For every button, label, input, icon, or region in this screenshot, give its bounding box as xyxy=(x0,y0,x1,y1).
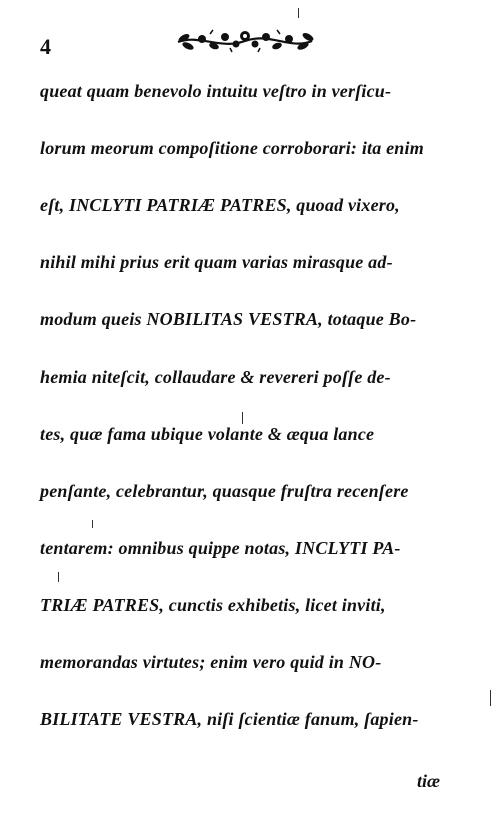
text-line: penſante, celebrantur, quasque fruſtra recenſere xyxy=(40,481,409,501)
page-number: 4 xyxy=(40,34,51,59)
print-speck xyxy=(242,412,243,424)
print-speck xyxy=(298,8,299,18)
text-line: modum queis NOBILITAS VESTRA, totaque Bo- xyxy=(40,309,417,329)
text-line: BILITATE VESTRA, niſi ſcientiæ fanum, ſapien- xyxy=(40,709,419,729)
text-line: nihil mihi prius erit quam varias mirasque ad- xyxy=(40,252,393,272)
floral-ornament-icon xyxy=(170,26,320,56)
text-line: tes, quæ fama ubique volante & æqua lance xyxy=(40,424,375,444)
text-line: hemia niteſcit, collaudare & revereri poſſe de- xyxy=(40,367,391,387)
text-line: lorum meorum compoſitione corroborari: ita enim xyxy=(40,138,424,158)
text-line: eſt, INCLYTI PATRIÆ PATRES, quoad vixero, xyxy=(40,195,400,215)
text-line: TRIÆ PATRES, cunctis exhibetis, licet inviti, xyxy=(40,595,386,615)
text-line: queat quam benevolo intuitu veſtro in verſicu- xyxy=(40,81,392,101)
print-speck xyxy=(58,572,59,582)
print-speck xyxy=(490,690,491,706)
text-line: memorandas virtutes; enim vero quid in NO- xyxy=(40,652,382,672)
catchword: tiæ xyxy=(417,771,441,791)
text-line: tentarem: omnibus quippe notas, INCLYTI PA- xyxy=(40,538,401,558)
print-speck xyxy=(92,520,93,528)
